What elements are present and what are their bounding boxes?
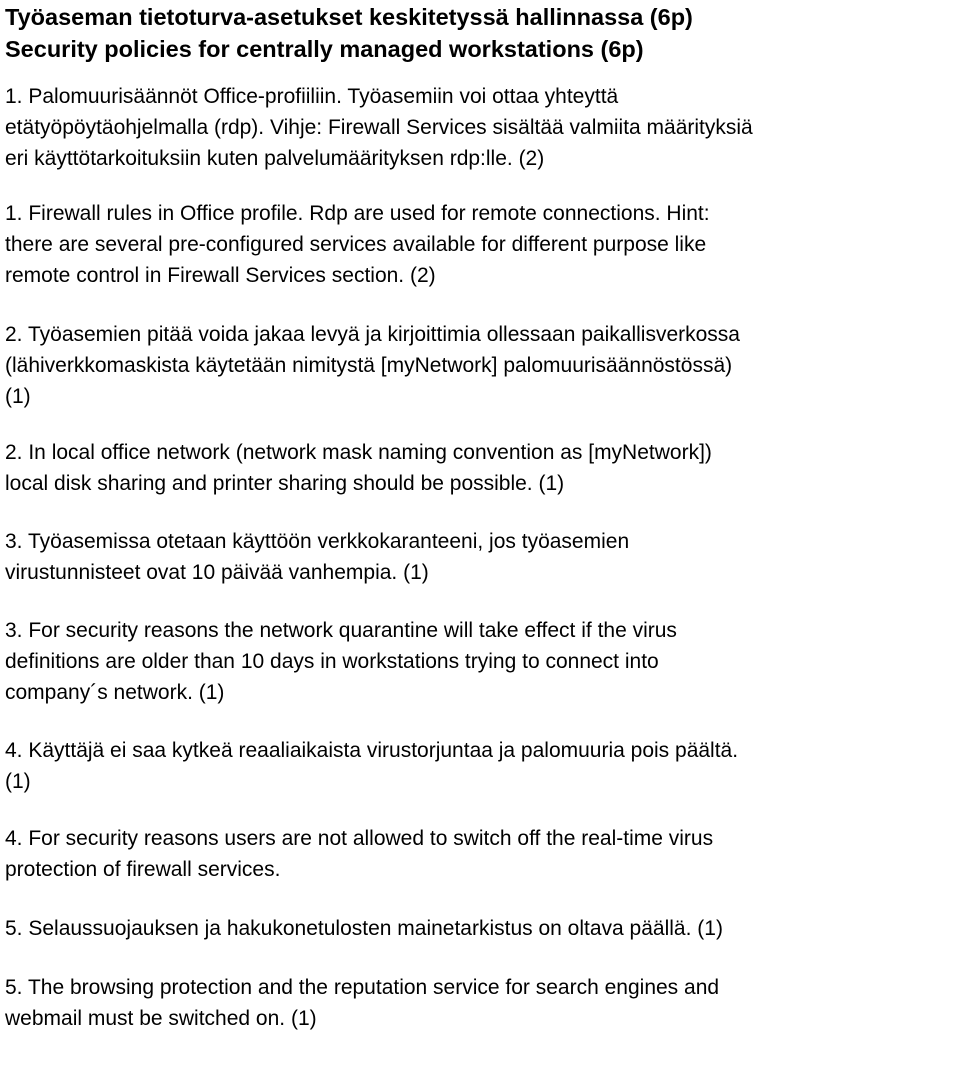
paragraph-line: (1) [5,385,31,408]
paragraph-line: 2. Työasemien pitää voida jakaa levyä ja kirjoittimia ollessaan paikallisverkossa [5,323,740,346]
paragraph-line: webmail must be switched on. (1) [5,1007,317,1030]
title-line-fi: Työaseman tietoturva-asetukset keskitetyssä hallinnassa (6p) [5,4,693,30]
paragraph-line: 4. Käyttäjä ei saa kytkeä reaaliaikaista virustorjuntaa ja palomuuria pois päältä. [5,739,739,762]
paragraph-4-fi [5,735,955,797]
paragraph-line: 2. In local office network (network mask naming convention as [myNetwork]) [5,441,712,464]
paragraph-line: definitions are older than 10 days in workstations trying to connect into [5,650,659,673]
paragraph-line: remote control in Firewall Services section. (2) [5,264,436,287]
paragraph-4-en [5,823,955,885]
paragraph-line: protection of firewall services. [5,858,281,881]
page-title [5,0,955,65]
paragraph-2-en [5,437,955,499]
paragraph-line: 5. The browsing protection and the reputation service for search engines and [5,976,720,999]
title-line-en: Security policies for centrally managed workstations (6p) [5,36,644,62]
document-page [5,0,955,1034]
paragraph-line: local disk sharing and printer sharing should be possible. (1) [5,472,565,495]
paragraph-5-en [5,972,955,1034]
paragraph-line: virustunnisteet ovat 10 päivää vanhempia. (1) [5,561,429,584]
paragraph-3-fi [5,526,955,588]
paragraph-line: 3. Työasemissa otetaan käyttöön verkkokaranteeni, jos työasemien [5,530,630,553]
paragraph-line: etätyöpöytäohjelmalla (rdp). Vihje: Firewall Services sisältää valmiita määrityksiä [5,116,753,139]
paragraph-1-fi [5,81,955,174]
paragraph-line: (lähiverkkomaskista käytetään nimitystä [myNetwork] palomuurisäännöstössä) [5,354,733,377]
paragraph-line: there are several pre-configured services available for different purpose like [5,233,707,256]
paragraph-line: eri käyttötarkoituksiin kuten palvelumäärityksen rdp:lle. (2) [5,147,545,170]
paragraph-line: 1. Palomuurisäännöt Office-profiiliin. Työasemiin voi ottaa yhteyttä [5,85,619,108]
paragraph-5-fi [5,913,955,944]
paragraph-line: company´s network. (1) [5,681,225,704]
paragraph-line: 5. Selaussuojauksen ja hakukonetulosten mainetarkistus on oltava päällä. (1) [5,917,723,940]
paragraph-line: 1. Firewall rules in Office profile. Rdp are used for remote connections. Hint: [5,202,710,225]
paragraph-3-en [5,615,955,708]
paragraph-line: 3. For security reasons the network quarantine will take effect if the virus [5,619,677,642]
paragraph-2-fi [5,319,955,412]
paragraph-line: 4. For security reasons users are not allowed to switch off the real-time virus [5,827,714,850]
paragraph-line: (1) [5,770,31,793]
paragraph-1-en [5,198,955,291]
